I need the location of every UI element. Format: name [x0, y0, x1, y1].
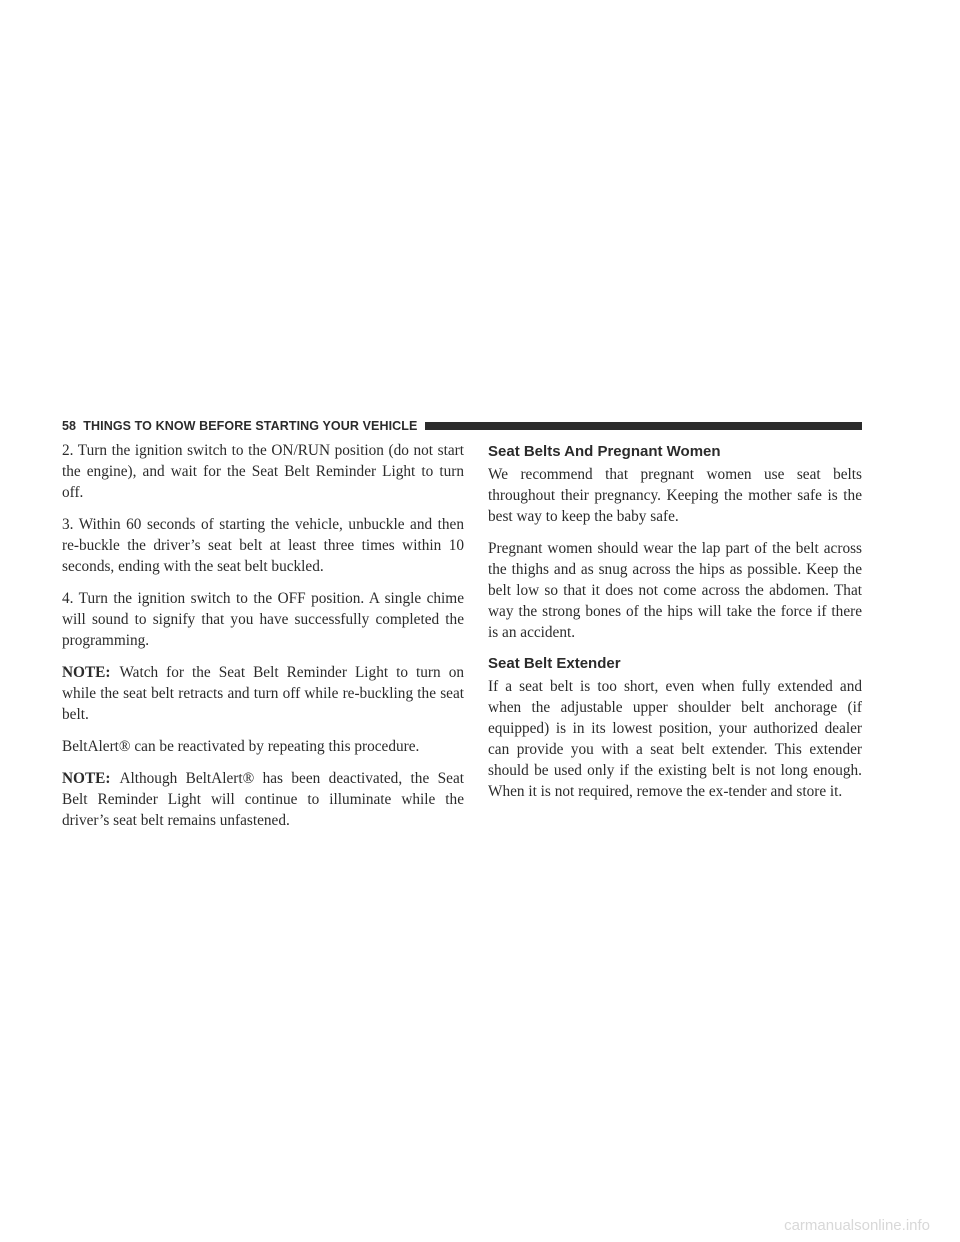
- page-number: 58: [62, 419, 77, 433]
- step-3: 3. Within 60 seconds of starting the vehicle, unbuckle and then re-buckle the driver’s seat belt at least three times within 10 seconds, ending with the seat belt buckled.: [62, 516, 464, 575]
- note-1: [62, 662, 464, 725]
- header-rule: [425, 422, 862, 430]
- header-title: [62, 419, 425, 433]
- reactivate-paragraph: BeltAlert® can be reactivated by repeating this procedure.: [62, 738, 420, 755]
- note-label: NOTE:: [62, 770, 111, 787]
- step-4: 4. Turn the ignition switch to the OFF position. A single chime will sound to signify that you have successfully completed the programming.: [62, 590, 464, 649]
- right-column: [488, 440, 862, 813]
- page-footer: [0, 1206, 960, 1242]
- note-label: NOTE:: [62, 664, 111, 681]
- paragraph-extender: If a seat belt is too short, even when fully extended and when the adjustable upper shoulder belt anchorage (if equipped) is in its lowest position, your authorized dealer can provide you with a seat belt extender. This extender should be used only if the existing belt is not long enough. When it is not required, remove the ex-tender and store it.: [488, 678, 862, 800]
- step-2: 2. Turn the ignition switch to the ON/RUN position (do not start the engine), and wait for the Seat Belt Reminder Light to turn off.: [62, 442, 464, 501]
- note-text: Watch for the Seat Belt Reminder Light to turn on while the seat belt retracts and turn off while re-buckling the seat belt.: [62, 664, 464, 723]
- section-heading-extender: Seat Belt Extender: [488, 655, 621, 672]
- paragraph-pregnancy-recommend: We recommend that pregnant women use seat belts throughout their pregnancy. Keeping the mother safe is the best way to keep the baby safe.: [488, 466, 862, 525]
- watermark-text[interactable]: carmanualsonline.info: [784, 1217, 930, 1234]
- section-heading-pregnant-women: Seat Belts And Pregnant Women: [488, 443, 721, 460]
- left-column: [62, 440, 464, 842]
- note-text: Although BeltAlert® has been deactivated, the Seat Belt Reminder Light will continue to illuminate while the driver’s seat belt remains unfastened.: [62, 770, 464, 829]
- page-header: [62, 418, 862, 434]
- chapter-title: THINGS TO KNOW BEFORE STARTING YOUR VEHICLE: [83, 419, 418, 433]
- paragraph-lap-belt: Pregnant women should wear the lap part of the belt across the thighs and as snug across the hips as possible. Keep the belt low so that it does not come across the abdomen. That way the strong bones of the hips will take the force if there is an accident.: [488, 540, 862, 641]
- note-2: [62, 768, 464, 831]
